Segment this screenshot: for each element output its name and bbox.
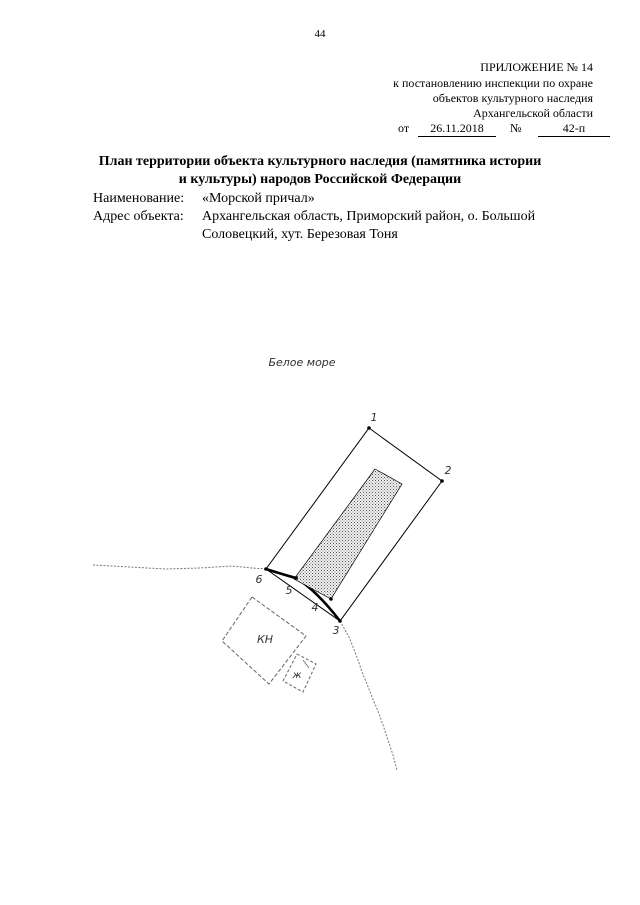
boundary-point-1: [367, 426, 371, 430]
appendix-number: 42-п: [538, 121, 610, 137]
sea-label: Белое море: [268, 356, 336, 369]
point-label-4: 4: [311, 601, 319, 614]
page-number: 44: [314, 28, 326, 40]
address-line-1: Архангельская область, Приморский район, о. Большой: [202, 209, 536, 224]
name-label: Наименование:: [93, 191, 185, 206]
appendix-line-2: объектов культурного наследия: [432, 91, 593, 105]
point-label-5: 5: [285, 584, 293, 597]
boundary-point-5: [294, 576, 298, 580]
name-value: «Морской причал»: [202, 191, 315, 206]
address-label: Адрес объекта:: [93, 209, 184, 224]
point-label-6: 6: [255, 573, 263, 586]
building-zh-label: ж: [292, 670, 302, 681]
appendix-from-label: от: [398, 121, 410, 135]
boundary-point-3: [338, 619, 342, 623]
appendix-line-3: Архангельской области: [473, 106, 593, 120]
building-kn-label: КН: [256, 633, 274, 646]
heading-line-1: План территории объекта культурного наследия (памятника истории: [98, 154, 542, 169]
appendix-line-1: к постановлению инспекции по охране: [393, 76, 593, 90]
point-label-3: 3: [332, 624, 340, 637]
point-label-2: 2: [444, 464, 452, 477]
appendix-number-label: №: [510, 121, 522, 135]
heading-line-2: и культуры) народов Российской Федерации: [178, 172, 462, 187]
boundary-point-2: [440, 479, 444, 483]
coastline-east: [340, 621, 397, 770]
point-label-1: 1: [370, 411, 378, 424]
building-zh-divider: [303, 660, 309, 668]
boundary-point-4: [329, 597, 333, 601]
pier-object: [294, 469, 402, 599]
boundary-point-6: [264, 567, 268, 571]
appendix-title: ПРИЛОЖЕНИЕ № 14: [480, 60, 593, 74]
address-line-2: Соловецкий, хут. Березовая Тоня: [202, 227, 398, 242]
appendix-date: 26.11.2018: [418, 121, 496, 137]
coastline-west: [93, 565, 268, 569]
